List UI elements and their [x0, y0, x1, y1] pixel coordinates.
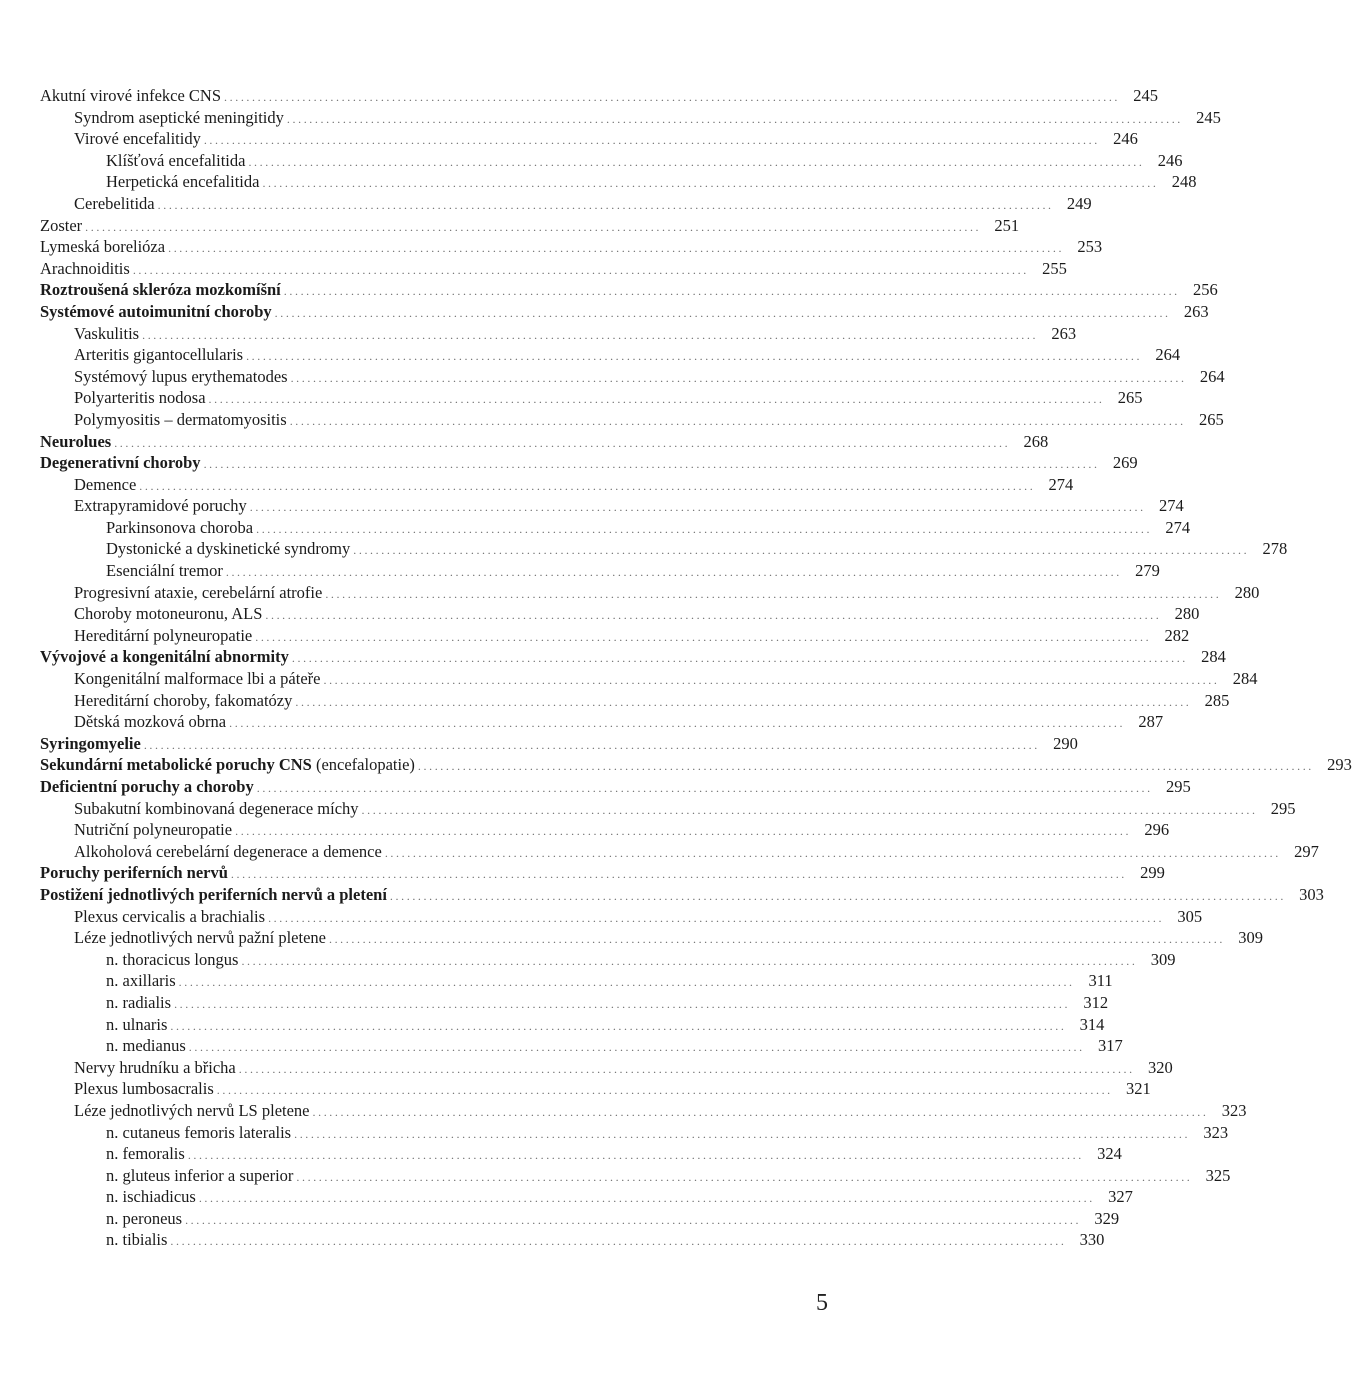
toc-entry-page: 295 — [1270, 798, 1296, 818]
toc-entry-page: 248 — [1171, 172, 1197, 192]
toc-entry — [40, 150, 1183, 172]
toc-entry-page: 330 — [1079, 1230, 1105, 1250]
toc-entry-page: 278 — [1262, 539, 1288, 559]
toc-entry-page: 282 — [1164, 625, 1190, 645]
toc-entry — [40, 970, 1113, 992]
toc-entry-page: 245 — [1133, 86, 1159, 105]
toc-entry-title: Degenerativní choroby — [40, 453, 201, 473]
toc-entry-page: 268 — [1023, 431, 1049, 451]
toc-entry — [40, 128, 1138, 150]
toc-entry — [40, 798, 1296, 820]
toc-entry-page: 323 — [1221, 1100, 1247, 1120]
toc-leader-dots: ................................................................................................................................................................ — [312, 1104, 1209, 1119]
toc-entry-title: Postižení jednotlivých periferních nervů a pletení — [40, 884, 387, 904]
toc-entry — [40, 582, 1260, 604]
toc-entry — [40, 236, 1103, 258]
toc-entry-page: 265 — [1198, 409, 1224, 429]
toc-entry-title: n. thoracicus longus — [106, 949, 239, 969]
toc-leader-dots: ................................................................................................................................................................ — [268, 910, 1165, 925]
toc-entry-page: 280 — [1234, 582, 1260, 602]
toc-entry-title: Polyarteritis nodosa — [74, 388, 206, 408]
toc-entry — [40, 474, 1074, 496]
toc-entry-page: 317 — [1098, 1036, 1123, 1056]
toc-entry-page: 265 — [1117, 388, 1143, 408]
toc-entry-page: 279 — [1135, 561, 1160, 581]
toc-entry-title: Nervy hrudníku a břicha — [74, 1057, 236, 1077]
toc-entry — [40, 733, 1078, 755]
toc-leader-dots: ................................................................................................................................................................ — [255, 629, 1152, 644]
toc-leader-dots: ................................................................................................................................................................ — [143, 737, 1040, 752]
toc-entry-page: 309 — [1150, 949, 1176, 969]
toc-entry-title: Subakutní kombinovaná degenerace míchy — [74, 798, 359, 818]
toc-leader-dots: ................................................................................................................................................................ — [353, 543, 1250, 558]
toc-entry-title: n. radialis — [106, 992, 172, 1012]
toc-entry-page: 246 — [1113, 129, 1138, 149]
toc-entry-title: Alkoholová cerebelární degenerace a demence — [74, 841, 382, 861]
toc-entry-title: Esenciální tremor — [106, 561, 223, 581]
toc-entry-page: 274 — [1158, 496, 1184, 516]
toc-entry — [40, 776, 1191, 798]
toc-entry — [40, 1186, 1133, 1208]
toc-entry — [40, 85, 1159, 107]
toc-entry-page: 251 — [994, 215, 1020, 235]
toc-leader-dots: ................................................................................................................................................................ — [290, 370, 1187, 385]
toc-leader-dots: ................................................................................................................................................................ — [296, 1169, 1193, 1184]
toc-entry-title: n. femoralis — [106, 1144, 185, 1164]
toc-leader-dots: ................................................................................................................................................................ — [295, 694, 1192, 709]
toc-entry-page: 314 — [1079, 1014, 1105, 1034]
toc-entry — [40, 560, 1160, 582]
toc-entry — [40, 409, 1224, 431]
toc-entry-title: Systémové autoimunitní choroby — [40, 301, 272, 321]
toc-entry-page: 280 — [1174, 604, 1200, 624]
toc-entry — [40, 1014, 1105, 1036]
toc-entry-title: Neurolues — [40, 431, 112, 451]
toc-entry-title: Progresivní ataxie, cerebelární atrofie — [74, 582, 323, 602]
toc-entry-page: 320 — [1148, 1057, 1173, 1077]
toc-leader-dots: ................................................................................................................................................................ — [417, 759, 1314, 774]
toc-leader-dots: ................................................................................................................................................................ — [174, 996, 1071, 1011]
toc-entry-title: Dystonické a dyskinetické syndromy — [106, 539, 351, 559]
toc-entry-page: 327 — [1108, 1187, 1133, 1207]
toc-entry-title: Polymyositis – dermatomyositis — [74, 409, 287, 429]
toc-entry-page: 329 — [1094, 1208, 1120, 1228]
toc-entry-page: 256 — [1193, 280, 1218, 300]
toc-entry — [40, 1165, 1231, 1187]
toc-entry-page: 287 — [1138, 712, 1164, 732]
toc-leader-dots: ................................................................................................................................................................ — [185, 1212, 1082, 1227]
toc-entry-title: Arachnoiditis — [40, 258, 130, 278]
toc-entry — [40, 884, 1324, 906]
toc-leader-dots: ................................................................................................................................................................ — [203, 457, 1100, 472]
toc-entry — [40, 495, 1184, 517]
toc-entry-page: 312 — [1083, 992, 1109, 1012]
toc-entry-title: Extrapyramidové poruchy — [74, 496, 247, 516]
toc-entry — [40, 258, 1067, 280]
toc-entry — [40, 1143, 1122, 1165]
toc-entry — [40, 906, 1203, 928]
toc-entry — [40, 387, 1143, 409]
toc-entry — [40, 927, 1263, 949]
toc-leader-dots: ................................................................................................................................................................ — [157, 197, 1054, 212]
toc-leader-dots: ................................................................................................................................................................ — [323, 673, 1220, 688]
toc-entry-title: Nutriční polyneuropatie — [74, 820, 233, 840]
toc-entry — [40, 862, 1165, 884]
toc-leader-dots: ................................................................................................................................................................ — [198, 1191, 1095, 1206]
toc-leader-dots: ................................................................................................................................................................ — [248, 154, 1145, 169]
toc-entry-page: 284 — [1201, 647, 1226, 667]
toc-leader-dots: ................................................................................................................................................................ — [291, 651, 1188, 666]
table-of-contents — [40, 85, 1352, 1251]
toc-entry — [40, 1122, 1229, 1144]
toc-entry-page: 263 — [1051, 323, 1077, 343]
toc-leader-dots: ................................................................................................................................................................ — [389, 888, 1286, 903]
toc-leader-dots: ................................................................................................................................................................ — [85, 219, 982, 234]
toc-entry-title: n. ulnaris — [106, 1014, 168, 1034]
toc-entry — [40, 711, 1164, 733]
toc-entry-title: Arteritis gigantocellularis — [74, 345, 244, 365]
toc-entry-title: n. ischiadicus — [106, 1187, 196, 1207]
toc-entry-title: Syndrom aseptické meningitidy — [74, 107, 284, 127]
toc-entry-page: 264 — [1199, 366, 1225, 386]
toc-entry — [40, 1100, 1247, 1122]
toc-entry — [40, 107, 1221, 129]
toc-entry-page: 284 — [1232, 669, 1258, 689]
toc-entry — [40, 517, 1191, 539]
toc-leader-dots: ................................................................................................................................................................ — [256, 521, 1153, 536]
toc-entry-title: Léze jednotlivých nervů LS pletene — [74, 1100, 310, 1120]
toc-leader-dots: ................................................................................................................................................................ — [225, 565, 1122, 580]
toc-leader-dots: ................................................................................................................................................................ — [249, 500, 1146, 515]
toc-entry — [40, 215, 1020, 237]
toc-entry-title: Demence — [74, 474, 137, 494]
toc-entry-title: Zoster — [40, 215, 83, 235]
toc-entry-title: Herpetická encefalitida — [106, 172, 260, 192]
toc-entry-page: 285 — [1204, 690, 1230, 710]
toc-entry — [40, 992, 1109, 1014]
toc-entry-page: 321 — [1126, 1079, 1151, 1099]
toc-entry — [40, 1229, 1105, 1251]
toc-leader-dots: ................................................................................................................................................................ — [142, 327, 1039, 342]
toc-leader-dots: ................................................................................................................................................................ — [203, 133, 1100, 148]
toc-entry-page: 297 — [1294, 841, 1319, 861]
toc-entry — [40, 431, 1049, 453]
toc-entry — [40, 646, 1226, 668]
toc-leader-dots: ................................................................................................................................................................ — [178, 975, 1075, 990]
toc-leader-dots: ................................................................................................................................................................ — [361, 802, 1258, 817]
toc-entry-page: 296 — [1144, 820, 1170, 840]
toc-entry-title: n. medianus — [106, 1036, 186, 1056]
toc-leader-dots: ................................................................................................................................................................ — [229, 716, 1126, 731]
toc-entry-title: Lymeská borelióza — [40, 237, 166, 257]
toc-entry-page: 295 — [1166, 777, 1191, 796]
toc-entry-page: 309 — [1238, 928, 1263, 948]
toc-entry — [40, 452, 1138, 474]
toc-entry-title: n. axillaris — [106, 971, 176, 991]
toc-entry — [40, 1057, 1173, 1079]
toc-entry-title: Choroby motoneuronu, ALS — [74, 604, 263, 624]
toc-entry-page: 269 — [1112, 453, 1138, 473]
toc-entry-title: Cerebelitida — [74, 193, 155, 213]
toc-leader-dots: ................................................................................................................................................................ — [224, 90, 1121, 104]
toc-entry-title: n. tibialis — [106, 1230, 168, 1250]
toc-entry-title: Parkinsonova choroba — [106, 517, 254, 537]
toc-entry-title: Plexus cervicalis a brachialis — [74, 906, 266, 926]
toc-entry-page: 263 — [1183, 301, 1209, 321]
toc-entry-page: 290 — [1053, 733, 1078, 753]
toc-entry — [40, 171, 1197, 193]
toc-entry-title: Systémový lupus erythematodes — [74, 366, 288, 386]
toc-entry-page: 303 — [1299, 884, 1324, 904]
toc-entry-title: Syringomyelie — [40, 733, 141, 753]
toc-entry-title: Plexus lumbosacralis — [74, 1079, 214, 1099]
toc-entry — [40, 1078, 1151, 1100]
toc-entry — [40, 841, 1319, 863]
toc-leader-dots: ................................................................................................................................................................ — [241, 953, 1138, 968]
toc-entry-page: 274 — [1165, 517, 1191, 537]
toc-leader-dots: ................................................................................................................................................................ — [328, 932, 1225, 947]
toc-entry — [40, 949, 1176, 971]
toc-leader-dots: ................................................................................................................................................................ — [230, 867, 1127, 882]
toc-entry-title: Hereditární polyneuropatie — [74, 625, 253, 645]
toc-entry-page: 299 — [1140, 863, 1165, 883]
toc-entry-page: 253 — [1077, 237, 1103, 257]
toc-entry-title: Poruchy periferních nervů — [40, 863, 228, 883]
toc-entry-page: 305 — [1177, 906, 1203, 926]
toc-entry-title: Léze jednotlivých nervů pažní pletene — [74, 928, 326, 948]
toc-entry-title: Dětská mozková obrna — [74, 712, 227, 732]
toc-entry — [40, 538, 1288, 560]
toc-leader-dots: ................................................................................................................................................................ — [238, 1061, 1135, 1076]
toc-entry-page: 324 — [1097, 1144, 1122, 1164]
toc-entry-title: Kongenitální malformace lbi a páteře — [74, 669, 321, 689]
toc-entry — [40, 366, 1225, 388]
toc-entry-page: 325 — [1205, 1165, 1231, 1185]
toc-entry-title: Virové encefalitidy — [74, 129, 201, 149]
toc-leader-dots: ................................................................................................................................................................ — [216, 1083, 1113, 1098]
toc-leader-dots: ................................................................................................................................................................ — [262, 176, 1159, 191]
toc-entry-page: 264 — [1155, 345, 1181, 365]
toc-leader-dots: ................................................................................................................................................................ — [168, 241, 1065, 256]
toc-entry-page: 274 — [1048, 474, 1074, 494]
toc-entry — [40, 625, 1190, 647]
toc-entry-page: 311 — [1088, 971, 1113, 991]
toc-leader-dots: ................................................................................................................................................................ — [170, 1018, 1067, 1033]
toc-entry — [40, 344, 1181, 366]
toc-leader-dots: ................................................................................................................................................................ — [294, 1126, 1191, 1141]
toc-leader-dots: ................................................................................................................................................................ — [114, 435, 1011, 450]
toc-entry — [40, 668, 1258, 690]
toc-leader-dots: ................................................................................................................................................................ — [256, 781, 1153, 795]
toc-entry — [40, 1035, 1123, 1057]
toc-leader-dots: ................................................................................................................................................................ — [286, 111, 1183, 126]
toc-entry-title: Akutní virové infekce CNS — [40, 86, 222, 105]
toc-entry — [40, 323, 1077, 345]
toc-entry-title: n. cutaneus femoris lateralis — [106, 1122, 292, 1142]
toc-leader-dots: ................................................................................................................................................................ — [235, 824, 1132, 839]
toc-leader-dots: ................................................................................................................................................................ — [265, 608, 1162, 623]
toc-entry-page: 323 — [1203, 1122, 1229, 1142]
toc-entry-title: Vývojové a kongenitální abnormity — [40, 647, 289, 667]
toc-leader-dots: ................................................................................................................................................................ — [132, 262, 1029, 277]
toc-leader-dots: ................................................................................................................................................................ — [283, 284, 1180, 299]
toc-entry-title: Hereditární choroby, fakomatózy — [74, 690, 293, 710]
toc-leader-dots: ................................................................................................................................................................ — [187, 1148, 1084, 1163]
toc-entry — [40, 603, 1200, 625]
toc-leader-dots: ................................................................................................................................................................ — [289, 413, 1186, 428]
toc-entry-page: 249 — [1066, 193, 1092, 213]
page-number: 5 — [816, 1290, 828, 1316]
toc-entry — [40, 819, 1170, 841]
toc-leader-dots: ................................................................................................................................................................ — [384, 845, 1281, 860]
toc-leader-dots: ................................................................................................................................................................ — [246, 349, 1143, 364]
toc-entry — [40, 301, 1209, 323]
toc-entry — [40, 279, 1218, 301]
toc-entry — [40, 690, 1230, 712]
toc-entry — [40, 193, 1092, 215]
toc-leader-dots: ................................................................................................................................................................ — [274, 305, 1171, 320]
toc-entry-title: Klíšťová encefalitida — [106, 150, 246, 170]
toc-entry-title: Deficientní poruchy a choroby — [40, 777, 254, 796]
toc-leader-dots: ................................................................................................................................................................ — [188, 1040, 1085, 1055]
toc-entry-page: 293 — [1327, 755, 1352, 775]
toc-leader-dots: ................................................................................................................................................................ — [170, 1234, 1067, 1249]
toc-entry-title: Vaskulitis — [74, 323, 140, 343]
toc-leader-dots: ................................................................................................................................................................ — [139, 478, 1036, 493]
toc-entry-page: 245 — [1196, 107, 1221, 127]
toc-entry-page: 246 — [1157, 150, 1183, 170]
toc-entry-title: n. peroneus — [106, 1208, 183, 1228]
toc-entry — [40, 1208, 1120, 1230]
toc-entry-title: n. gluteus inferior a superior — [106, 1165, 294, 1185]
toc-entry-page: 255 — [1042, 258, 1067, 278]
toc-entry-title: Roztroušená skleróza mozkomíšní — [40, 280, 281, 300]
toc-leader-dots: ................................................................................................................................................................ — [208, 392, 1105, 407]
toc-entry — [40, 754, 1352, 776]
toc-leader-dots: ................................................................................................................................................................ — [325, 586, 1222, 601]
toc-entry-title: Sekundární metabolické poruchy CNS (encefalopatie) — [40, 755, 415, 775]
